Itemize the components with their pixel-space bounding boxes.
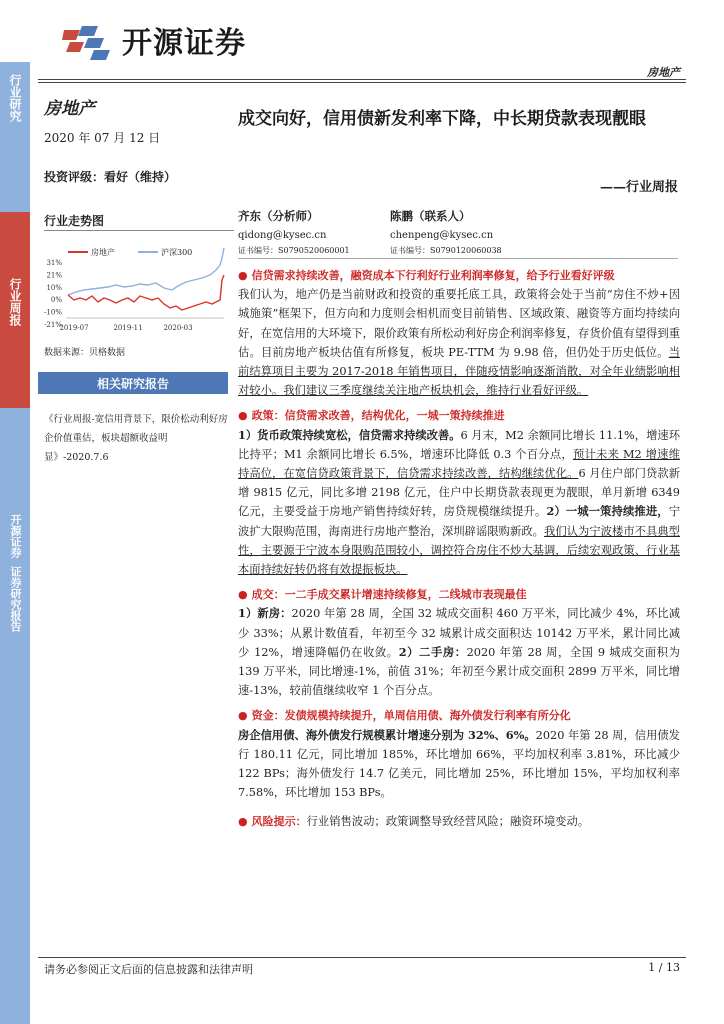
second-hand-text: 2020 年第 28 周，全国 9 城成交面积为 139 万平米，同比增速-1%，前值 31%；年初至今累计成交面积 2899 万平米，同比增速-13%，较前值继续收窄 1 个百分点。 (238, 645, 680, 698)
report-date: 2020 年 07 月 12 日 (44, 131, 161, 145)
x-tick-label: 2020-03 (163, 324, 193, 330)
page-number: 1 / 13 (648, 961, 680, 974)
report-body (238, 266, 680, 832)
logo-mark-icon (62, 20, 116, 60)
sidebar-bottom-label2: 证券研究报告 (9, 566, 22, 632)
section-paragraph-transactions (238, 604, 680, 700)
analyst-card (390, 208, 590, 256)
section-paragraph-policy (238, 426, 680, 580)
related-reports-header (38, 372, 228, 394)
section-heading-transactions: ● 成交：一二手成交累计增速持续修复，二线城市表现最佳 (238, 585, 680, 604)
sidebar-label-weekly (0, 278, 30, 326)
y-tick-label: 0% (50, 296, 62, 305)
trend-title: 行业走势图 (44, 214, 105, 228)
analyst-rule (238, 258, 678, 259)
investment-rating: 投资评级：看好（维持） (44, 170, 177, 184)
policy-text-underlined: 预计未来 M2 增速维持高位，在宽信贷政策背景下，信贷需求持续改善，结构继续优化。 (238, 447, 680, 481)
funding-text: 2020 年第 28 周，信用债发行 180.11 亿元，同比增加 185%，环比增加 66%，平均加权利率 3.81%，环比减少 122 BPs；海外债发行 14.7 亿美元，同比增加 25%，环比增加 15%，平均加权利率 7.58%，环比增加 153 BPs。 (238, 728, 680, 800)
report-headline: 成交向好，信用债新发利率下降，中长期贷款表现靓眼 (238, 109, 646, 129)
footer-disclaimer: 请务必参阅正文后面的信息披露和法律声明 (44, 963, 253, 976)
trend-rule (44, 230, 234, 231)
series-line-realestate (68, 275, 224, 310)
chart-legend (68, 247, 192, 257)
policy-point-1-title: 1）货币政策持续宽松，信贷需求持续改善。 (238, 427, 461, 442)
y-tick-label: 10% (46, 283, 62, 292)
y-tick-label: -21% (44, 321, 62, 329)
industry-trend-chart (38, 240, 228, 330)
sidebar-top-label: 行业研究 (8, 74, 22, 122)
chart-source: 数据来源：贝格数据 (44, 348, 126, 358)
header-rule (38, 79, 686, 80)
policy-text-underlined-2: 我们认为宁波楼市不具典型性，主要源于宁波本身限购范围较小，调控符合房住不炒大基调，后续宏观政策、行业基本面持续好转仍将有效提振板块。 (238, 524, 680, 577)
section-paragraph-summary (238, 285, 680, 400)
left-column (44, 94, 229, 228)
analyst-cert-id: 证书编号：S0790120060038 (390, 246, 502, 255)
summary-text: 我们认为，地产仍是当前财政和投资的重要托底工具，政策将会处于当前“房住不炒+因城施策”框架下，但方向和力度则会相机而变目前销售、区域政策、融资等方面均持续向好，在宽信用的大环境下，限价政策有所松动利好房企利润率修复，存货价值有望得到重估。目前房地产板块估值有所修复，板块 PE-TTM 为 9.98 倍，但仍处于历史低位。 (238, 288, 680, 359)
y-tick-label: 21% (46, 271, 62, 280)
analyst-cert-id: 证书编号：S0790520060001 (238, 246, 350, 255)
section-heading-policy: ● 政策：信贷需求改善，结构优化，一城一策持续推进 (238, 406, 680, 425)
policy-text-2: 6 月住户部门贷款新增 9815 亿元，同比多增 2198 亿元，住户中长期贷款表现更为靓眼，单月新增 6349 亿元，主要受益于房地产销售持续好转，房贷规模继续提升。 (238, 467, 680, 519)
y-tick-label: 31% (46, 259, 62, 267)
sidebar-bottom-label: 开源证券 (9, 514, 22, 558)
new-home-title: 1）新房： (238, 606, 292, 621)
analyst-name: 陈鹏（联系人） (390, 209, 471, 223)
section-risk (238, 812, 680, 831)
x-axis (59, 324, 192, 330)
footer-rule (38, 957, 686, 958)
logo-text: 开源证券 (122, 26, 246, 61)
sidebar-mid-label: 行业周报 (8, 278, 22, 326)
x-tick-label: 2019-11 (113, 324, 143, 330)
section-paragraph-funding (238, 726, 680, 803)
sidebar-label-kysec (0, 514, 30, 632)
legend-label-hs300: 沪深300 (161, 248, 193, 257)
second-hand-title: 2）二手房： (398, 644, 467, 659)
header-rule-2 (38, 82, 686, 83)
analyst-name: 齐东（分析师） (238, 209, 319, 223)
company-logo (62, 20, 246, 60)
sidebar-label-research (0, 74, 30, 122)
risk-text: 行业销售波动；政策调整导致经营风险；融资环境变动。 (306, 815, 590, 829)
section-heading-risk: ● 风险提示： (238, 815, 307, 828)
analyst-email[interactable]: qidong@kysec.cn (238, 230, 327, 241)
section-heading-summary: ● 信贷需求持续改善，融资成本下行利好行业利润率修复，给予行业看好评级 (238, 266, 680, 285)
related-report-link[interactable]: 《行业周报-宽信用背景下，限价松动利好房企价值重估，板块超额收益明显》-2020.7.6 (44, 414, 228, 463)
funding-summary: 房企信用债、海外债发行规模累计增速分别为 32%、6%。 (238, 727, 536, 742)
legend-label-realestate: 房地产 (91, 248, 115, 257)
new-home-text: 2020 年第 28 周，全国 32 城成交面积 460 万平米，同比减少 4%，环比减少 33%；从累计数值看，年初至今 32 城累计成交面积达 10142 万平米，累计同比减少 12%，增速降幅仍在收敛。 (238, 607, 680, 659)
y-tick-label: -10% (44, 308, 62, 317)
policy-point-2-title: 2）一城一策持续推进， (546, 504, 669, 519)
report-subtitle: ——行业周报 (599, 180, 678, 195)
section-heading-funding: ● 资金：发债规模持续提升，单周信用债、海外债发行利率有所分化 (238, 706, 680, 725)
header-sector-tag: 房地产 (647, 66, 680, 79)
policy-text-3: 宁波扩大限购范围，海南进行房地产整治，深圳辟谣限购新政。 (238, 505, 680, 538)
y-axis (44, 259, 62, 329)
summary-text-underlined: 当前结算项目主要为 2017-2018 年销售项目，伴随疫情影响逐渐消散，对全年业绩影响相对较小。我们建议三季度继续关注地产板块机会，维持行业看好评级。 (238, 345, 680, 398)
sector-title: 房地产 (44, 99, 95, 119)
analyst-email[interactable]: chenpeng@kysec.cn (390, 230, 494, 241)
sidebar (0, 62, 30, 1024)
related-reports-title: 相关研究报告 (96, 376, 169, 391)
policy-text: 6 月末，M2 余额同比增长 11.1%，增速环比持平；M1 余额同比增长 6.5%，增速环比降低 0.3 个百分点， (238, 428, 680, 461)
x-tick-label: 2019-07 (59, 324, 89, 330)
